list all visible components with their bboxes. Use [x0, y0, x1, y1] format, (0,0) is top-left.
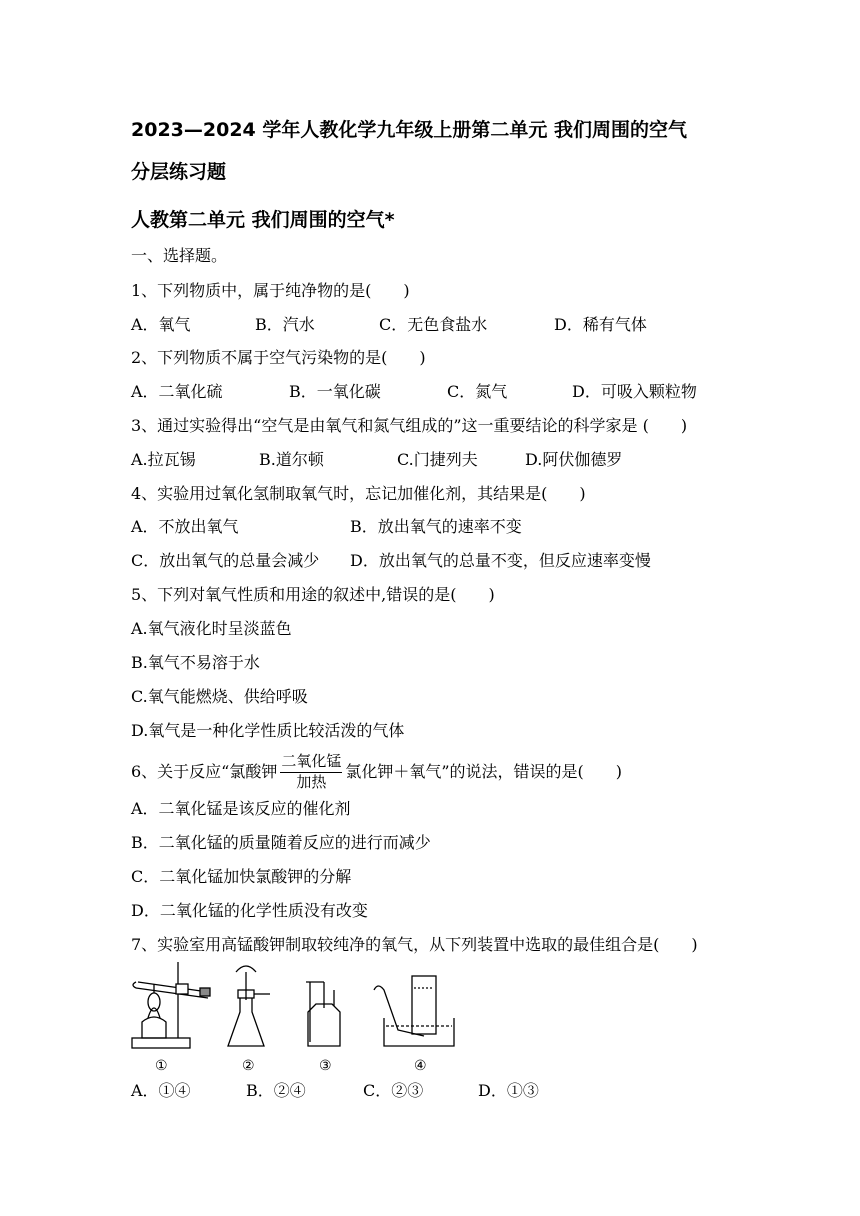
- section-heading: 一、选择题。: [131, 246, 228, 265]
- option-b: B．②④: [246, 1081, 306, 1100]
- question-5-option-a: A.氧气液化时呈淡蓝色: [131, 619, 292, 638]
- apparatus-figure: [128, 960, 468, 1076]
- question-6-option-a: A．二氧化锰是该反应的催化剂: [131, 799, 351, 818]
- option-d: D．放出氧气的总量不变，但反应速率变慢: [350, 551, 651, 570]
- question-2-stem: 2、下列物质不属于空气污染物的是( ): [131, 348, 426, 367]
- option-d: D.阿伏伽德罗: [525, 450, 623, 469]
- question-3-options: [131, 450, 622, 470]
- option-b: B．汽水: [255, 315, 315, 334]
- apparatus-4-water-trough: [374, 976, 454, 1046]
- question-5-stem: 5、下列对氧气性质和用途的叙述中,错误的是( ): [131, 585, 495, 604]
- option-c: C．氮气: [447, 382, 508, 401]
- question-5-option-b: B.氧气不易溶于水: [131, 653, 260, 672]
- stem-before-arrow: 6、关于反应“氯酸钾: [131, 762, 278, 781]
- question-5-option-d: D.氧气是一种化学性质比较活泼的气体: [131, 721, 405, 740]
- question-7-stem: 7、实验室用高锰酸钾制取较纯净的氧气，从下列装置中选取的最佳组合是( ): [131, 935, 698, 954]
- question-2-options: [131, 382, 697, 402]
- option-b: B．放出氧气的速率不变: [350, 517, 522, 536]
- apparatus-label-2: ②: [242, 1058, 255, 1074]
- option-b: B．一氧化碳: [289, 382, 381, 401]
- apparatus-1-heating-setup: [132, 962, 210, 1048]
- question-4-options-row-2: [131, 551, 651, 571]
- reaction-arrow: [280, 751, 342, 791]
- option-c: C．无色食盐水: [379, 315, 488, 334]
- question-6-stem: [131, 751, 623, 791]
- stem-after-arrow: 氯化钾＋氧气”的说法，错误的是( ): [345, 762, 623, 781]
- option-a: A．不放出氧气: [131, 517, 239, 536]
- option-c: C.门捷列夫: [397, 450, 478, 469]
- apparatus-label-4: ④: [414, 1058, 427, 1074]
- question-6-option-c: C．二氧化锰加快氯酸钾的分解: [131, 867, 352, 886]
- question-1-stem: 1、下列物质中，属于纯净物的是( ): [131, 281, 410, 300]
- option-d: D．可吸入颗粒物: [572, 382, 697, 401]
- unit-subtitle: 人教第二单元 我们周围的空气*: [131, 209, 395, 231]
- apparatus-label-1: ①: [155, 1058, 168, 1074]
- catalyst-label: 二氧化锰: [281, 751, 342, 770]
- option-a: A．①④: [131, 1081, 191, 1100]
- option-a: A.拉瓦锡: [131, 450, 196, 469]
- question-6-option-d: D．二氧化锰的化学性质没有改变: [131, 901, 368, 920]
- question-5-option-c: C.氧气能燃烧、供给呼吸: [131, 687, 308, 706]
- option-b: B.道尔顿: [259, 450, 324, 469]
- apparatus-3-gas-bottle: [306, 982, 340, 1046]
- document-title-line-1: 2023—2024 学年人教化学九年级上册第二单元 我们周围的空气: [131, 119, 687, 141]
- option-a: A．氧气: [131, 315, 191, 334]
- option-c: C．②③: [363, 1081, 424, 1100]
- question-4-options-row-1: [131, 517, 522, 537]
- question-3-stem: 3、通过实验得出“空气是由氧气和氮气组成的”这一重要结论的科学家是 ( ): [131, 416, 688, 435]
- apparatus-2-conical-flask: [228, 966, 270, 1046]
- question-1-options: [131, 315, 647, 335]
- question-6-option-b: B．二氧化锰的质量随着反应的进行而减少: [131, 833, 431, 852]
- document-title-line-2: 分层练习题: [131, 161, 227, 183]
- apparatus-drawing: [128, 960, 468, 1060]
- question-7-options: [131, 1081, 539, 1101]
- question-4-stem: 4、实验用过氧化氢制取氧气时，忘记加催化剂，其结果是( ): [131, 484, 586, 503]
- option-d: D．稀有气体: [554, 315, 647, 334]
- apparatus-label-3: ③: [319, 1058, 332, 1074]
- option-a: A．二氧化硫: [131, 382, 223, 401]
- option-c: C．放出氧气的总量会减少: [131, 551, 320, 570]
- condition-label: 加热: [296, 772, 327, 791]
- option-d: D．①③: [478, 1081, 539, 1100]
